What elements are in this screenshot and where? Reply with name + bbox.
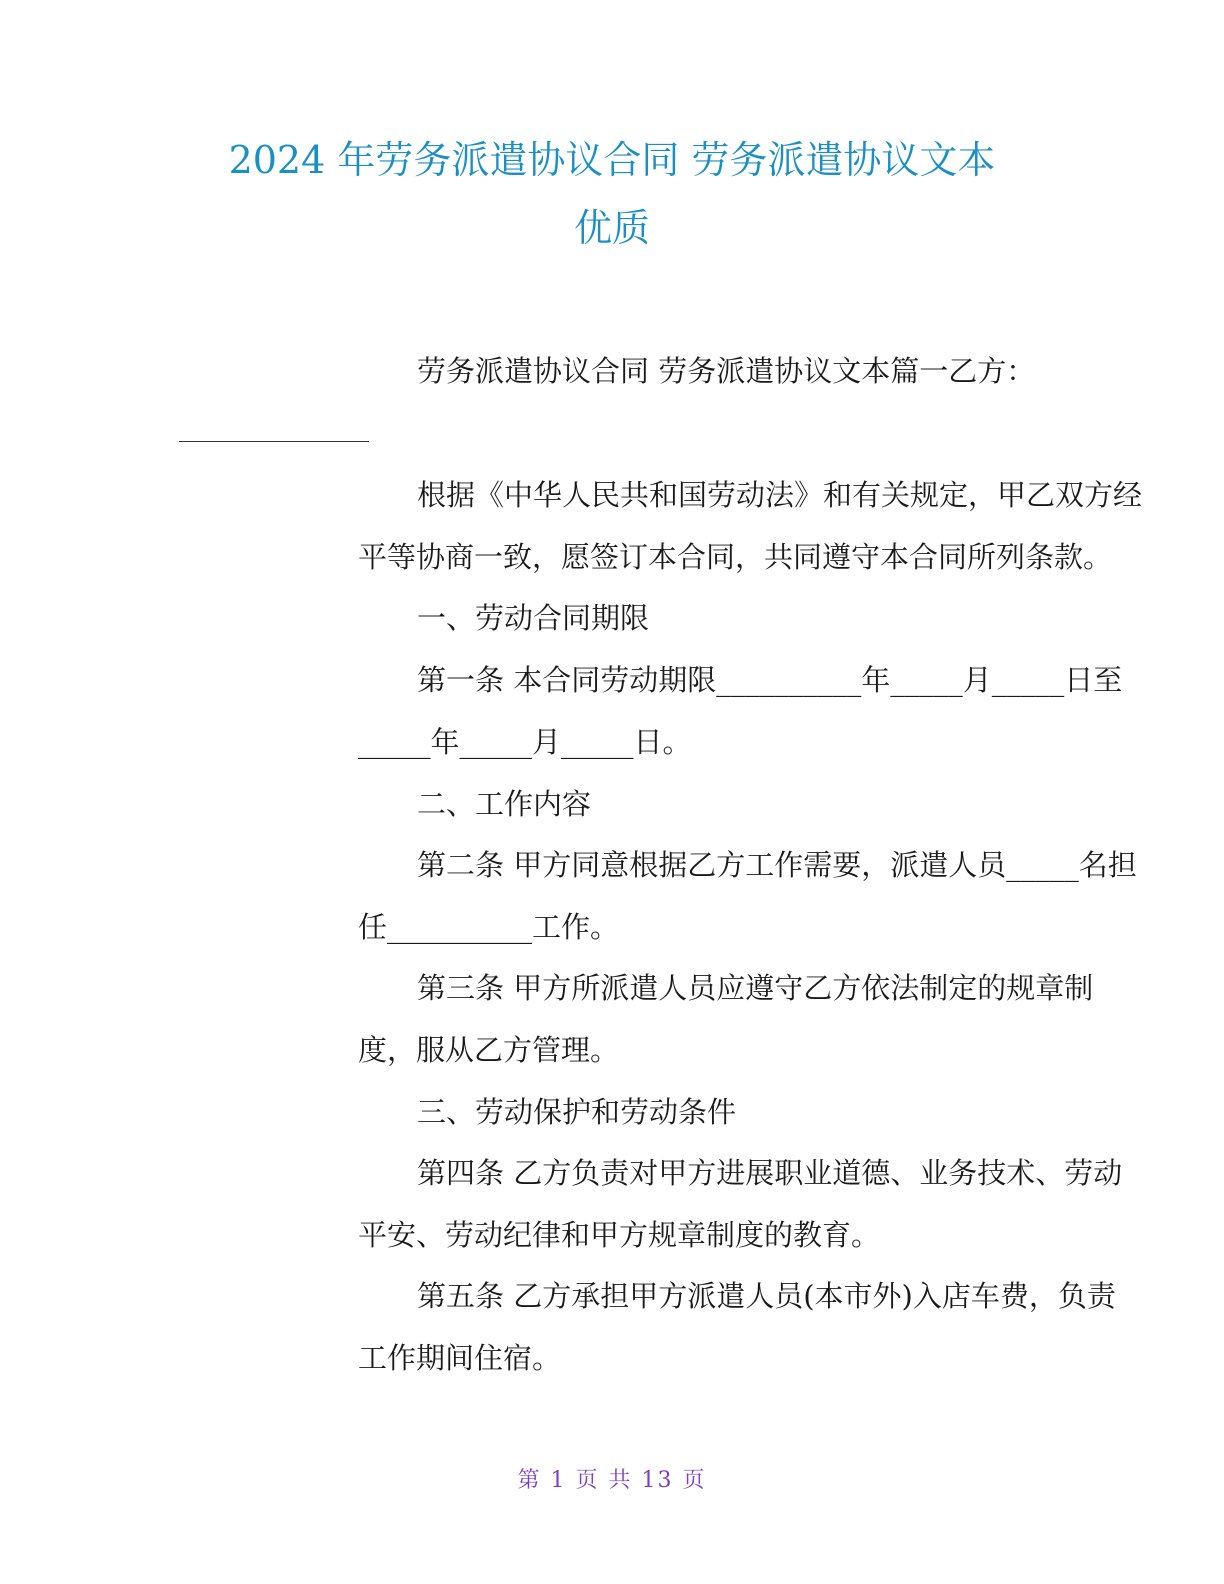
title-line-1: 2024 年劳务派遣协议合同 劳务派遣协议文本	[228, 138, 996, 182]
paragraph-line: 第二条 甲方同意根据乙方工作需要，派遣人员_____名担	[417, 848, 1137, 882]
paragraph-line: 根据《中华人民共和国劳动法》和有关规定，甲乙双方经	[417, 478, 1143, 512]
paragraph-line: 第四条 乙方负责对甲方进展职业道德、业务技术、劳动	[417, 1156, 1123, 1190]
paragraph-line: 第一条 本合同劳动期限__________年_____月_____日至	[417, 663, 1123, 697]
paragraph-line: 平安、劳动纪律和甲方规章制度的教育。	[358, 1218, 881, 1252]
paragraph-line: 任__________工作。	[358, 910, 620, 944]
page-number: 第 1 页 共 13 页	[517, 1468, 707, 1493]
section-heading: 二、工作内容	[417, 787, 592, 821]
paragraph-line: _____年_____月_____日。	[358, 725, 692, 759]
document-title	[150, 126, 1074, 262]
section-heading: 三、劳动保护和劳动条件	[417, 1095, 737, 1129]
paragraph-line: 工作期间住宿。	[358, 1341, 562, 1375]
section-heading: 一、劳动合同期限	[417, 601, 650, 635]
paragraph-line: 劳务派遣协议合同 劳务派遣协议文本篇一乙方：	[417, 354, 1036, 388]
paragraph-line: 度，服从乙方管理。	[358, 1033, 620, 1067]
signature-blank-line	[179, 441, 369, 442]
paragraph-line: 第三条 甲方所派遣人员应遵守乙方依法制定的规章制	[417, 971, 1094, 1005]
title-line-2: 优质	[573, 206, 650, 250]
paragraph-line: 第五条 乙方承担甲方派遣人员(本市外)入店车费，负责	[417, 1279, 1116, 1313]
paragraph-line: 平等协商一致，愿签订本合同，共同遵守本合同所列条款。	[358, 540, 1113, 574]
